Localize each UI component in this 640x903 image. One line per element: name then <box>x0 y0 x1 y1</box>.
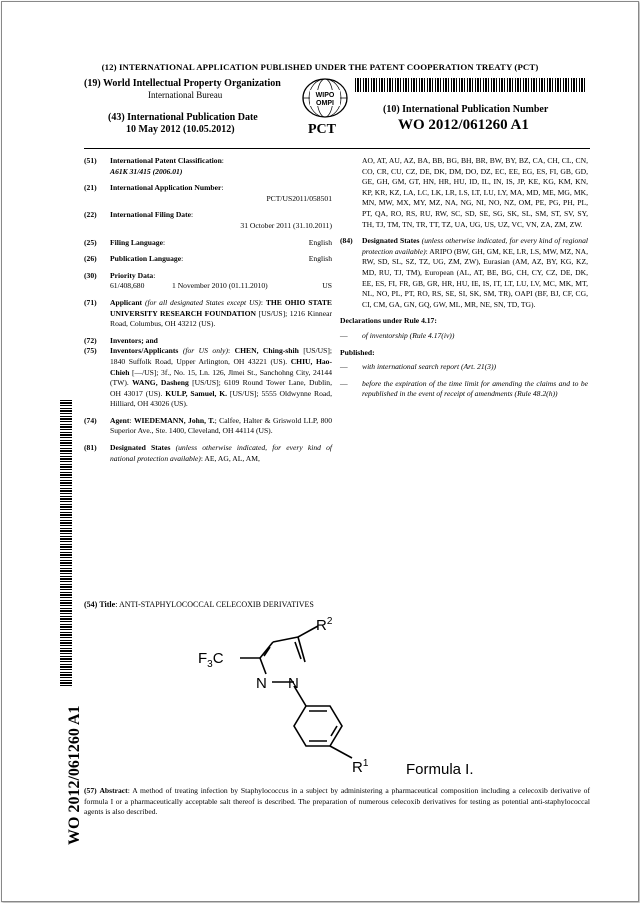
svg-text:F3C: $F_3C$ <box>198 650 224 670</box>
pct-label: PCT <box>308 122 336 137</box>
pub-num-label: (10) International Publication Number <box>383 104 549 115</box>
svg-text:Formula I.: Formula I. <box>406 761 474 778</box>
invention-title: (54) Title: ANTI-STAPHYLOCOCCAL CELECOXIB DERIVATIVES <box>84 600 314 609</box>
barcode-side <box>60 400 72 686</box>
header-rule <box>84 148 590 149</box>
formula-structure <box>180 612 500 787</box>
right-column: AO, AT, AU, AZ, BA, BB, BG, BH, BR, BW, BY, BZ, CA, CH, CL, CN, CO, CR, CU, CZ, DE, DK, DM, DO, DZ, EC, EE, EG, ES, FI, GB, GD, GE, GH, GM, GT, HN, HR, HU, ID, IL, IN, IS, JP, KE, KG, KM, KN, KP, KR, KZ, LA, LC, LK, LR, LS, LT, LU, LY, MA, MD, ME, MG, MK, MN, MW, MX, MY, MZ, NA, NG, NI, NO, NZ, OM, PE, PG, PH, PL, PT, QA, RO, RS, RU, RW, SC, SD, SE, SG, SK, SL, SM, ST, SV, SY, TH, TJ, TM, TN, TR, TT, TZ, UA, UG, US, UZ, VC, VN, ZA, ZM, ZW. (84) Designated States (unless otherwise indicated, for every kind of regional protection available): ARIPO (BW, GH, GM, KE, LR, LS, MW, MZ, NA, RW, SD, SL, SZ, TZ, UG, ZM, ZW), Eurasian (AM, AZ, BY, KG, KZ, MD, RU, TJ, TM), European (AL, AT, BE, BG, CH, CY, CZ, DE, DK, EE, ES, FI, FR, GB, GR, HR, HU, IE, IS, IT, LT, LU, LV, MC, MK, MT, NL, NO, PL, PT, RO, RS, SE, SI, SK, SM, TR), OAPI (BF, BJ, CF, CG, CI, CM, GA, GN, GQ, GW, ML, MR, NE, SN, TD, TG). Declarations under Rule 4.17: — of inventorship (Rule 4.17(iv)) Published: — with international search report (Art. 21(3)) — before the expiration of the time limit for amending the claims and to be republished in the event of receipt of amendments (Rule 48.2(h)) <box>340 156 588 399</box>
svg-text:R1: $R^1$ <box>352 758 369 776</box>
barcode-top <box>355 78 587 92</box>
side-pub-number: WO 2012/061260 A1 <box>66 705 83 845</box>
org-name: (19) World Intellectual Property Organization <box>84 78 281 89</box>
wipo-logo-icon <box>300 76 350 120</box>
svg-text:WIPO: WIPO <box>315 92 335 99</box>
org-sub: International Bureau <box>148 90 223 100</box>
svg-text:R2: $R^2$ <box>316 616 333 634</box>
pub-date: 10 May 2012 (10.05.2012) <box>126 124 235 135</box>
pct-heading: (12) INTERNATIONAL APPLICATION PUBLISHED UNDER THE PATENT COOPERATION TREATY (PCT) <box>101 62 539 72</box>
pub-num: WO 2012/061260 A1 <box>398 117 529 133</box>
svg-text:OMPI: OMPI <box>316 100 334 107</box>
svg-text:N: N <box>288 675 299 692</box>
pub-date-label: (43) International Publication Date <box>108 112 258 123</box>
svg-text:N: N <box>256 675 267 692</box>
left-column: (51) International Patent Classification: A61K 31/415 (2006.01) (21) International Application Number: PCT/US2011/058501 (22) International Filing Date: 31 October 2011 (31.10.2011) (25) Filing Language: English (26) Publication Language: English (30) Priority Data: 61/408,680 1 November 2010 (01.11.2010) US (71) Applicant (for all designated States except US): THE OHIO STATE UNIVERSITY RESEARCH FOUNDATION [US/US]; 1216 Kinnear Road, Columbus, OH 43212 (US). (72) Inventors; and (75) Inventors/Applicants (for US only): CHEN, Ching-shih [US/US]; 1840 Suffolk Road, Upper Arlington, OH 43221 (US). CHIU, Hao-Chieh [—/US]; 3f., No. 15, Ln. 126, Jlmei St., Sanchohng City, 24144 (TW). WANG, Dasheng [US/US]; 6109 Round Tower Lane, Dublin, OH 43017 (US). KULP, Samuel, K. [US/US]; 5555 Oldwynne Road, Hilliard, OH 43026 (US). (74) Agent: WIEDEMANN, John, T.; Calfee, Halter & Griswold LLP, 800 Superior Ave., Ste. 1400, Cleveland, OH 44114 (US). (81) Designated States (unless otherwise indicated, for every kind of national protection available): AE, AG, AL, AM, <box>84 156 333 463</box>
abstract: (57) Abstract: A method of treating infection by Staphylococcus in a subject by administering a pharmaceutical composition including a celecoxib derivative of formula I or a pharmaceutically acceptable salt thereof is described. The preparation of numerous celecoxib derivatives for testing as potential anti-staphylococcal agents is also described. <box>84 786 590 817</box>
